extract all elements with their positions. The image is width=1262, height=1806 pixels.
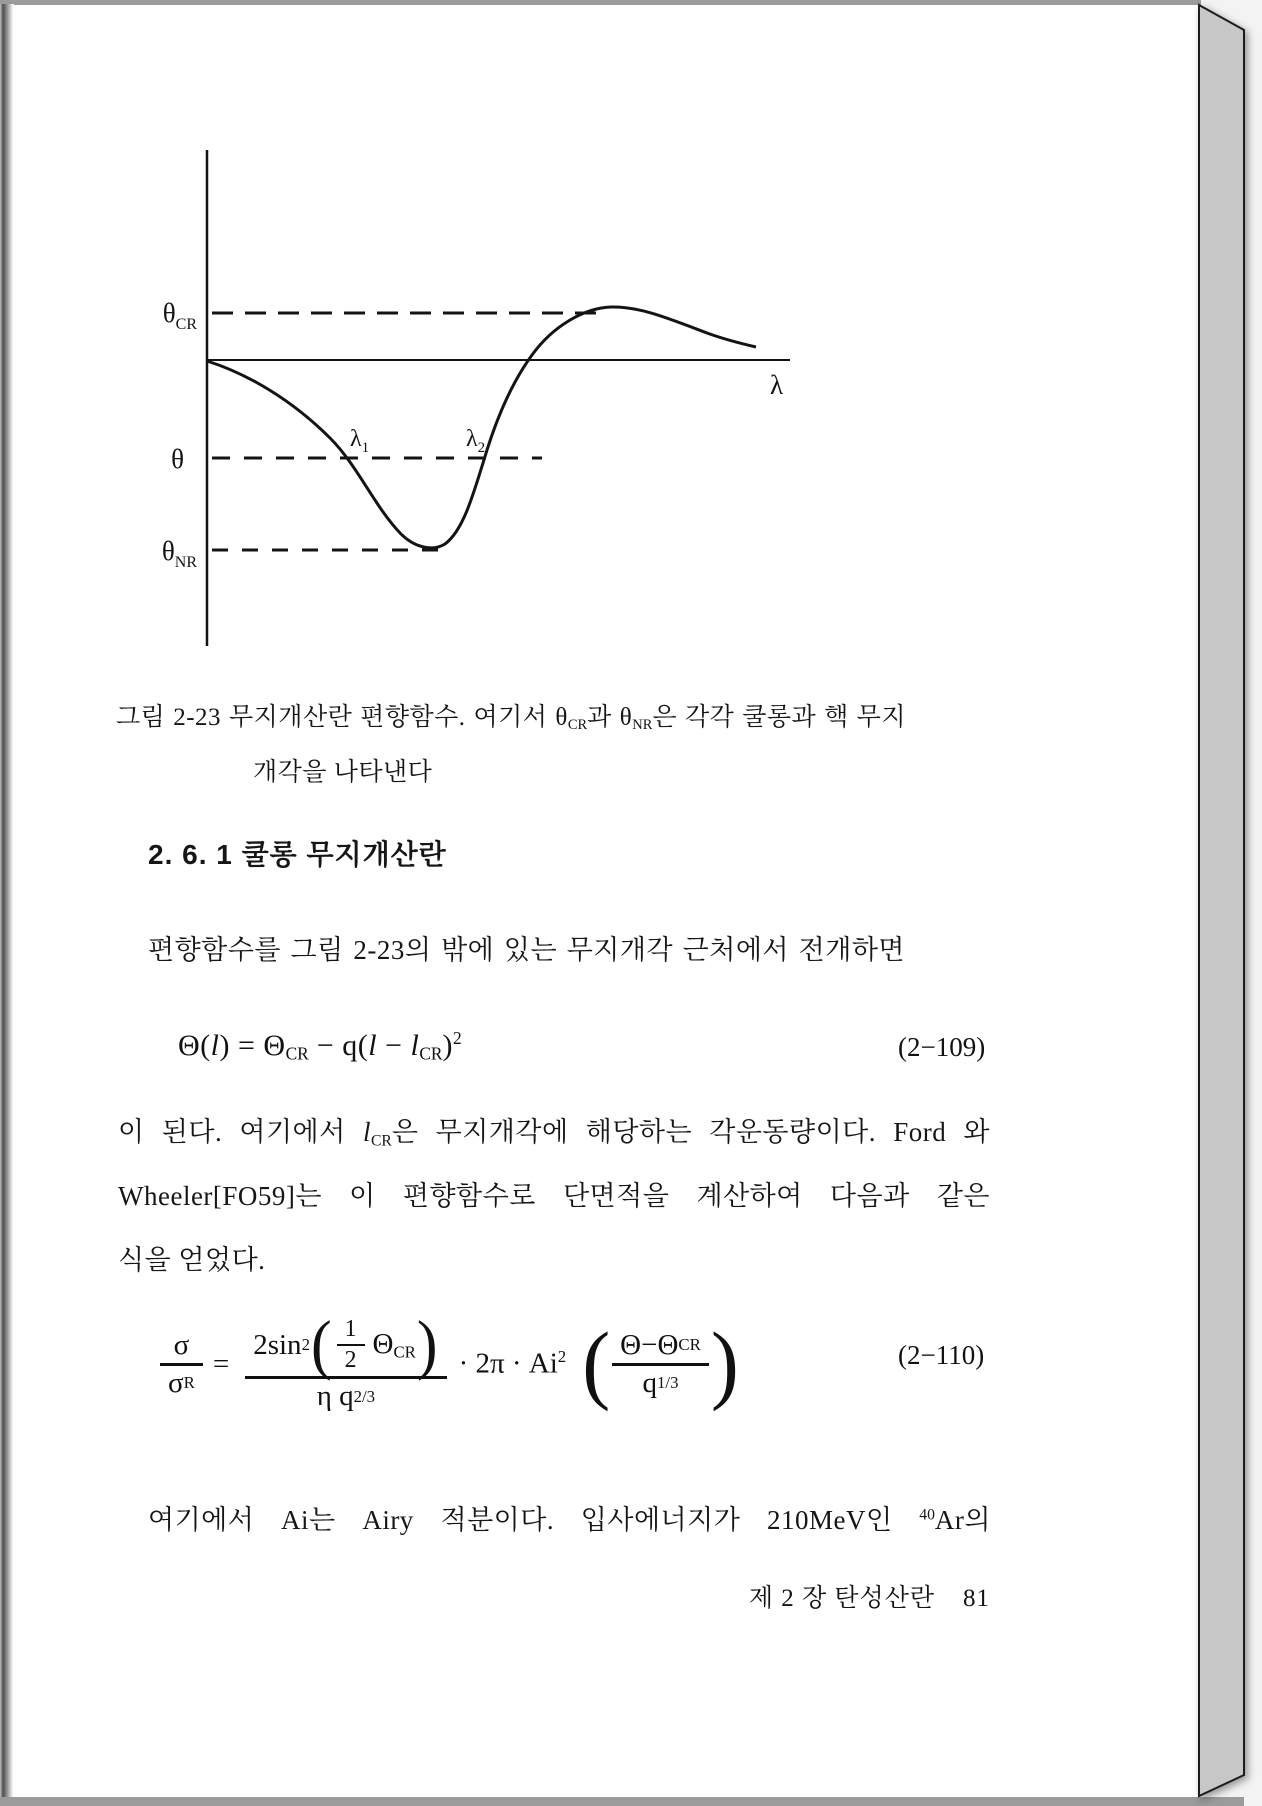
page-bottom-edge bbox=[0, 1797, 1244, 1806]
paragraph-2-line1: 이 된다. 여기에서 $l_{CR}$은 무지개각에 해당하는 각운동량이다. Ford 와 bbox=[118, 1117, 991, 1150]
lambda1-label: $\lambda_1$ bbox=[350, 426, 370, 456]
fore-edge-face bbox=[1199, 5, 1244, 1796]
lambda2-label: $\lambda_2$ bbox=[466, 426, 486, 456]
equals-sign: = bbox=[212, 1347, 230, 1380]
one-half-fraction: $\frac{1}{2}$ bbox=[337, 1315, 365, 1375]
eq110-middle-terms: · $2\pi \cdot Ai^2$ bbox=[458, 1347, 567, 1380]
equation-2-109-number: (2−109) bbox=[898, 1032, 986, 1062]
lambda-axis-label: λ bbox=[770, 370, 784, 400]
page-footer bbox=[749, 1578, 990, 1614]
paragraph-3: 여기에서 Ai는 Airy 적분이다. 입사에너지가 210MeV인 $^{40}$Ar의 bbox=[148, 1505, 991, 1535]
equation-2-110 bbox=[160, 1283, 741, 1445]
deflection-curve bbox=[207, 307, 756, 548]
figure-caption-line2: 개각을 나타낸다 bbox=[253, 759, 433, 786]
theta-nr-axis-label: $\theta_{NR}$ bbox=[161, 536, 197, 571]
equation-2-109: $\Theta(l) = \Theta_{CR} - q(l - l_{CR})^2$ bbox=[178, 1028, 462, 1064]
eq110-lhs-fraction: σ σ R bbox=[160, 1328, 203, 1401]
page-top-edge bbox=[0, 0, 1201, 5]
theta-axis-label: θ bbox=[171, 444, 184, 474]
left-parenthesis: ( bbox=[310, 1308, 332, 1382]
figure-2-23-deflection-function-graph bbox=[100, 140, 910, 660]
section-heading: 2. 6. 1 쿨롱 무지개산란 bbox=[148, 839, 447, 870]
paragraph-2-line2: Wheeler[FO59]는 이 편향함수로 단면적을 계산하여 다음과 같은 bbox=[118, 1181, 990, 1211]
right-parenthesis: ) bbox=[416, 1308, 438, 1382]
eq110-argument-fraction: Θ−Θ CR q 1/3 bbox=[612, 1328, 709, 1401]
left-parenthesis: ( bbox=[582, 1314, 611, 1413]
page-number: 81 bbox=[963, 1585, 990, 1612]
figure-caption-line1: 그림 2-23 무지개산란 편향함수. 여기서 $\theta_{CR}$과 $\theta_{NR}$은 각각 쿨롱과 핵 무지 bbox=[116, 704, 906, 734]
eq110-airy-argument bbox=[580, 1314, 741, 1413]
paragraph-2 bbox=[118, 1100, 990, 1292]
equation-2-110-number: (2−110) bbox=[898, 1340, 985, 1370]
page-left-binding-shadow bbox=[0, 4, 14, 1797]
chapter-title: 제 2 장 탄성산란 bbox=[748, 1585, 935, 1612]
paragraph-2-line3: 식을 얻었다. bbox=[118, 1245, 266, 1275]
right-parenthesis: ) bbox=[710, 1314, 739, 1413]
paragraph-1: 편향함수를 그림 2-23의 밖에 있는 무지개각 근처에서 전개하면 bbox=[148, 935, 905, 965]
eq110-main-fraction: 2sin 2 ( $\frac{1}{2}$ $\Theta_{CR}$ ) η q 2/3 bbox=[245, 1314, 446, 1414]
theta-cr-axis-label: $\theta_{CR}$ bbox=[162, 298, 197, 333]
